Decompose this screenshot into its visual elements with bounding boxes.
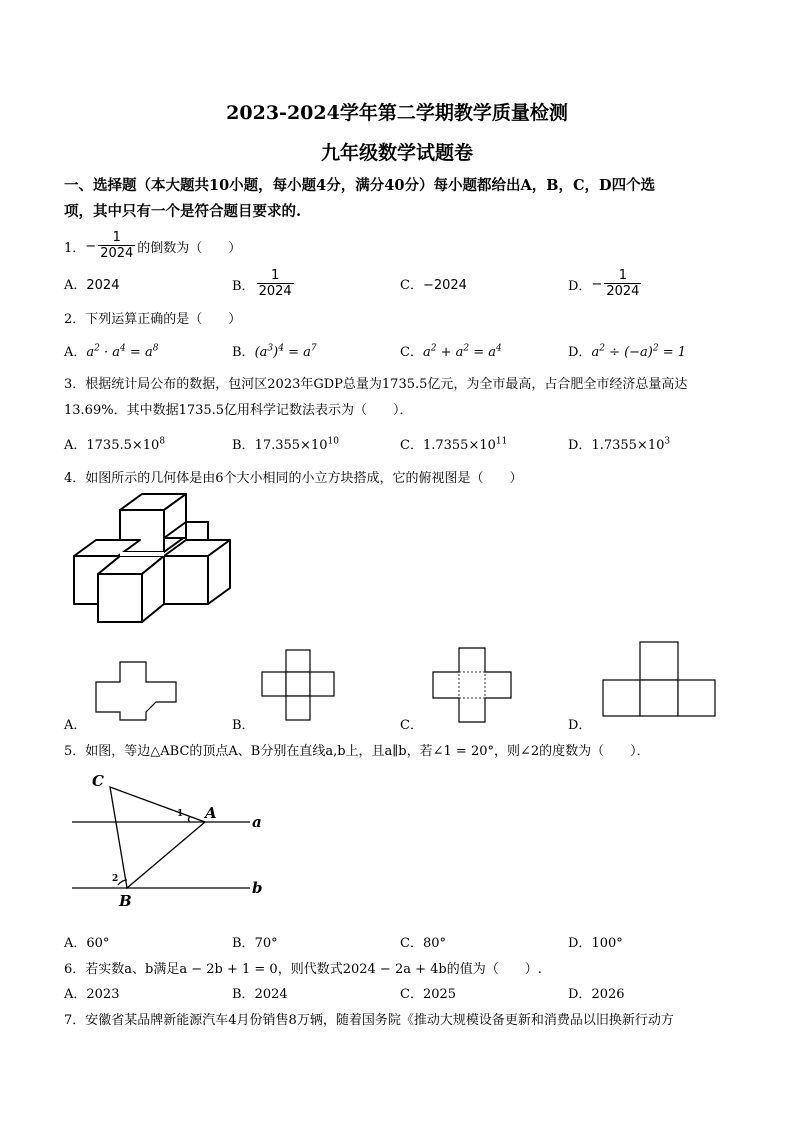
option-formula: $a^2 \div (-a)^2 = 1$ (591, 343, 687, 360)
option-label: A． (64, 936, 87, 951)
option-formula: $a^2 + a^2 = a^4$ (422, 343, 502, 360)
q6-option-b (232, 983, 288, 1002)
question-3-line1: 3．根据统计局公布的数据，包河区2023年GDP总量为1735.5亿元，为全市最高，占合肥全市经济总量高达 (64, 377, 688, 392)
triangle-abc (110, 787, 205, 888)
question-number: 1． (64, 240, 86, 256)
angle-1-arc (189, 816, 191, 822)
option-label: D． (568, 936, 592, 951)
line-a-label: a (252, 813, 262, 831)
question-suffix: 的倒数为（ ） (137, 240, 242, 256)
option-label: B． (232, 438, 255, 453)
option-label: D． (568, 345, 592, 360)
q4-option-a: A． (64, 718, 87, 733)
option-label: B． (232, 987, 255, 1002)
denominator: 2024 (606, 284, 640, 299)
q5-option-c (400, 932, 446, 951)
option-text: 2026 (591, 987, 625, 1002)
option-label: C． (400, 438, 423, 453)
option-exponent: 11 (495, 436, 508, 447)
option-text: 2024 (254, 987, 288, 1002)
q5-option-b (232, 932, 278, 951)
option-label: A． (64, 278, 87, 293)
denominator: 2024 (100, 246, 134, 261)
option-label: D． (568, 278, 592, 294)
q6-option-c (400, 983, 456, 1002)
angle-1-label: 1 (177, 809, 184, 819)
q4-option-b: B． (232, 718, 255, 733)
option-text: 2024 (86, 278, 120, 293)
minus-sign: − (591, 276, 603, 292)
angle-2-label: 2 (112, 874, 119, 884)
option-label: C． (400, 987, 423, 1002)
numerator: 1 (270, 268, 280, 283)
point-b-label: B (119, 892, 132, 910)
numerator: 1 (112, 230, 121, 245)
option-label: C． (400, 936, 423, 951)
option-text: −2024 (422, 278, 467, 293)
option-label: D． (568, 438, 592, 453)
option-label: B． (232, 278, 255, 294)
point-c-label: C (92, 772, 104, 790)
option-text: 80° (422, 936, 446, 951)
option-label: B． (232, 936, 255, 951)
option-label: B． (232, 345, 255, 360)
line-b-label: b (252, 879, 263, 897)
question-4: 4．如图所示的几何体是由6个大小相同的小立方块搭成，它的俯视图是（ ） (64, 471, 523, 486)
section-heading-line2: 项，其中只有一个是符合题目要求的. (64, 203, 302, 220)
option-text: 17.355×10 (254, 438, 328, 453)
question-6: 6．若实数a、b满足a − 2b + 1 = 0，则代数式2024 − 2a + 4b的值为（ ）. (64, 962, 542, 977)
exam-title: 2023-2024学年第二学期教学质量检测 (226, 102, 568, 124)
option-exponent: 3 (664, 436, 671, 447)
question-3-line2: 13.69%．其中数据1735.5亿用科学记数法表示为（ ）． (64, 403, 413, 418)
question-2: 2．下列运算正确的是（ ） (64, 312, 242, 327)
minus-sign: − (85, 238, 97, 254)
option-label: A． (64, 987, 87, 1002)
exam-subtitle: 九年级数学试题卷 (320, 142, 473, 164)
numerator: 1 (618, 268, 628, 283)
denominator: 2024 (258, 284, 292, 299)
option-text: 1735.5×10 (86, 438, 160, 453)
option-label: C． (400, 345, 423, 360)
option-label: D． (568, 987, 592, 1002)
option-exponent: 10 (327, 436, 339, 447)
option-text: 100° (591, 936, 623, 951)
q6-option-d (568, 983, 625, 1002)
option-label: A． (64, 345, 87, 360)
option-exponent: 8 (159, 436, 166, 447)
question-5: 5．如图，等边△ABC的顶点A、B分别在直线a,b上，且a∥b，若∠1 = 20°，则∠2的度数为（ ）． (64, 744, 650, 759)
q6-option-a (64, 983, 119, 1002)
option-text: 60° (86, 936, 110, 951)
option-formula: $a^2 \cdot a^4 = a^8$ (86, 343, 159, 360)
option-text: 70° (254, 936, 278, 951)
option-label: C． (400, 278, 423, 293)
q5-option-a (64, 932, 109, 951)
q4-option-c: C． (400, 718, 423, 733)
option-text: 2023 (86, 987, 120, 1002)
question-7: 7．安徽省某品牌新能源汽车4月份销售8万辆，随着国务院《推动大规模设备更新和消费品以旧换新行动方 (64, 1013, 674, 1028)
point-a-label: A (205, 804, 217, 822)
option-text: 1.7355×10 (591, 438, 665, 453)
q4-option-d: D． (568, 718, 592, 733)
option-text: 2025 (422, 987, 457, 1002)
section-heading-line1: 一、选择题（本大题共10小题，每小题4分，满分40分）每小题都给出A，B，C，D四个选 (64, 177, 656, 194)
option-label: A． (64, 438, 87, 453)
option-formula: $(a^3)^4 = a^7$ (254, 343, 317, 360)
option-text: 1.7355×10 (422, 438, 496, 453)
q5-option-d (568, 932, 623, 951)
